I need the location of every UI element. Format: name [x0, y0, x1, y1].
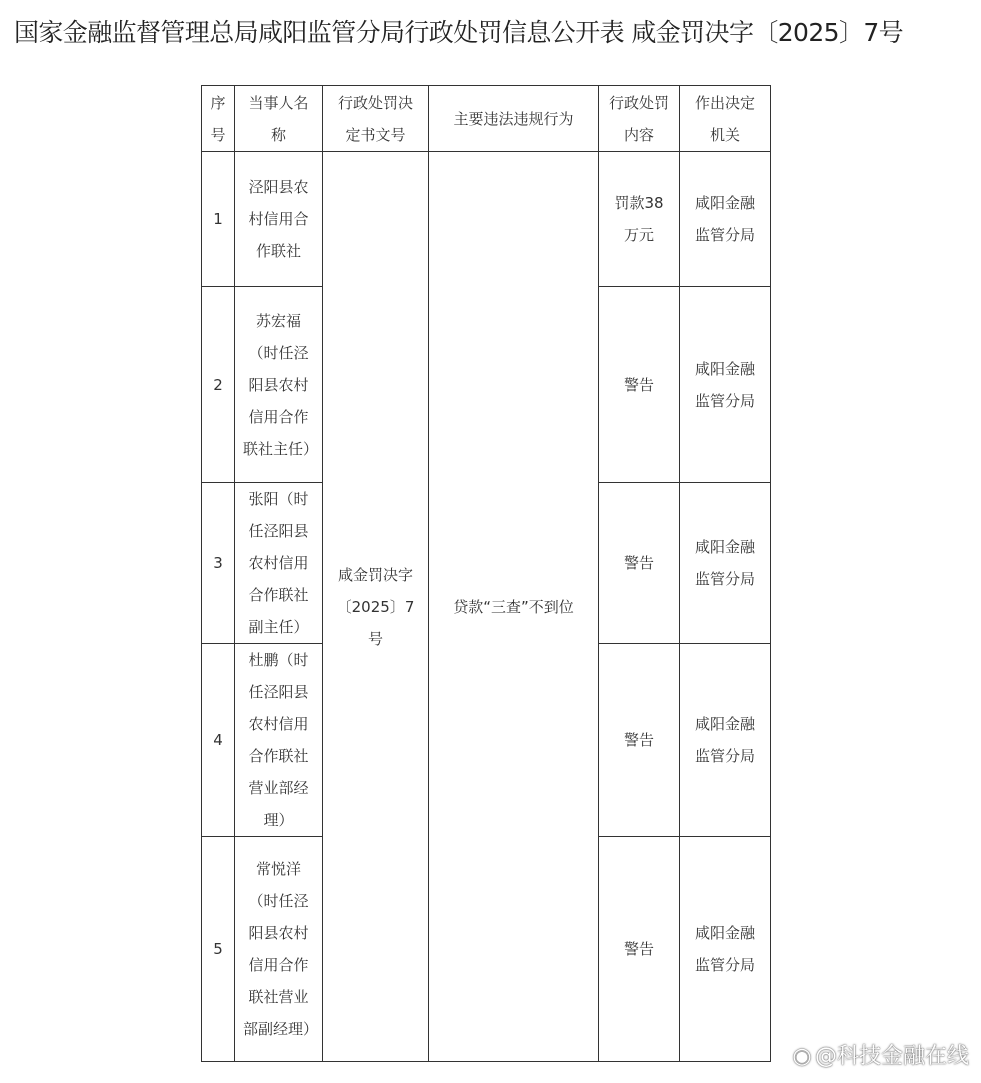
header-no: 序号 — [202, 86, 235, 152]
header-violation: 主要违法违规行为 — [429, 86, 599, 152]
header-penalty: 行政处罚内容 — [599, 86, 680, 152]
row-authority: 咸阳金融监管分局 — [680, 644, 771, 837]
row-party: 泾阳县农村信用合作联社 — [235, 152, 323, 287]
table-header-row — [202, 86, 771, 152]
weibo-icon: ◉ — [792, 1044, 812, 1069]
header-doc-number: 行政处罚决定书文号 — [323, 86, 429, 152]
row-authority: 咸阳金融监管分局 — [680, 483, 771, 644]
watermark-text: @科技金融在线 — [814, 1044, 969, 1069]
violation-cell: 贷款“三查”不到位 — [429, 152, 599, 1062]
row-penalty: 罚款38万元 — [599, 152, 680, 287]
row-penalty: 警告 — [599, 837, 680, 1062]
row-no: 1 — [202, 152, 235, 287]
header-authority: 作出决定机关 — [680, 86, 771, 152]
row-party: 张阳（时任泾阳县农村信用合作联社副主任） — [235, 483, 323, 644]
row-party: 苏宏福（时任泾阳县农村信用合作联社主任） — [235, 287, 323, 483]
table-row — [202, 152, 771, 287]
row-authority: 咸阳金融监管分局 — [680, 837, 771, 1062]
penalty-table — [201, 85, 771, 1062]
row-no: 3 — [202, 483, 235, 644]
row-authority: 咸阳金融监管分局 — [680, 287, 771, 483]
row-no: 5 — [202, 837, 235, 1062]
row-penalty: 警告 — [599, 483, 680, 644]
row-penalty: 警告 — [599, 644, 680, 837]
row-no: 4 — [202, 644, 235, 837]
page-title: 国家金融监督管理总局咸阳监管分局行政处罚信息公开表 咸金罚决字〔2025〕7号 — [14, 18, 904, 47]
row-no: 2 — [202, 287, 235, 483]
header-party: 当事人名称 — [235, 86, 323, 152]
row-authority: 咸阳金融监管分局 — [680, 152, 771, 287]
row-party: 杜鹏（时任泾阳县农村信用合作联社营业部经理） — [235, 644, 323, 837]
row-party: 常悦洋（时任泾阳县农村信用合作联社营业部副经理） — [235, 837, 323, 1062]
doc-number-cell: 咸金罚决字〔2025〕7号 — [323, 152, 429, 1062]
row-penalty: 警告 — [599, 287, 680, 483]
watermark — [789, 1040, 969, 1074]
